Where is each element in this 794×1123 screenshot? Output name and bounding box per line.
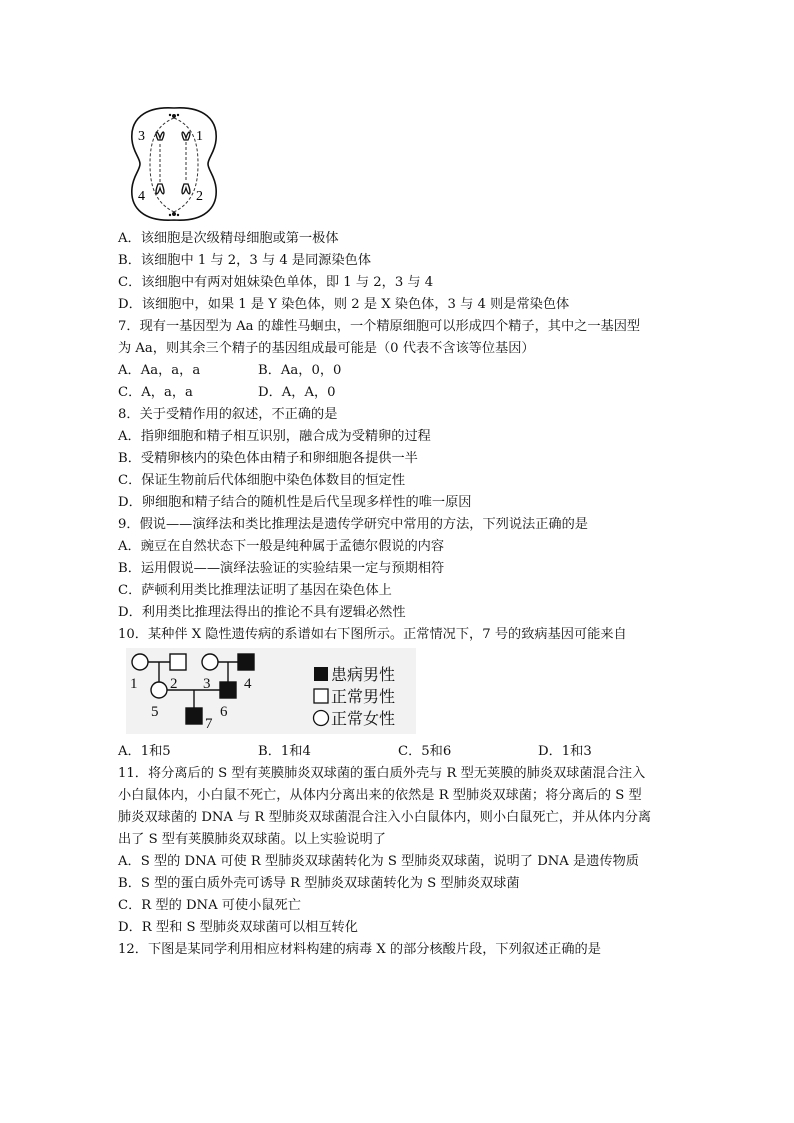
cell-label-2: 2 xyxy=(196,189,203,204)
cell-label-1: 1 xyxy=(196,129,203,144)
centriole-bottom xyxy=(169,212,179,216)
q6-option-d: D．该细胞中，如果 1 是 Y 染色体，则 2 是 X 染色体，3 与 4 则是常染色体 xyxy=(118,297,570,312)
q6-option-a: A．该细胞是次级精母细胞或第一极体 xyxy=(118,231,339,246)
chromosome-3 xyxy=(156,132,164,140)
q8-option-c: C．保证生物前后代体细胞中染色体数目的恒定性 xyxy=(118,473,406,488)
pedigree-6-affected-male xyxy=(220,682,236,698)
q11-stem-line3: 肺炎双球菌的 DNA 与 R 型肺炎双球菌混合注入小白鼠体内，则小白鼠死亡，并从体内分离 xyxy=(118,810,652,825)
q6-option-b: B．该细胞中 1 与 2，3 与 4 是同源染色体 xyxy=(118,253,372,268)
pedigree-number-7: 7 xyxy=(205,716,213,732)
pedigree-7-affected-male xyxy=(186,708,202,724)
q7-stem-line1: 7．现有一基因型为 Aa 的雄性马蛔虫，一个精原细胞可以形成四个精子，其中之一基因型 xyxy=(118,319,641,334)
q8-option-b: B．受精卵核内的染色体由精子和卵细胞各提供一半 xyxy=(118,451,418,466)
q9-option-b: B．运用假说——演绎法验证的实验结果一定与预期相符 xyxy=(118,561,445,576)
q7-option-b: B．Aa，0，0 xyxy=(258,363,342,378)
q10-option-d: D．1和3 xyxy=(538,744,592,759)
pedigree-number-1: 1 xyxy=(130,676,138,692)
q7-stem-line2: 为 Aa，则其余三个精子的基因组成最可能是（0 代表不含该等位基因） xyxy=(118,341,535,356)
q12-stem: 12．下图是某同学利用相应材料构建的病毒 X 的部分核酸片段，下列叙述正确的是 xyxy=(118,942,601,957)
cell-label-4: 4 xyxy=(138,189,145,204)
q9-option-a: A．豌豆在自然状态下一般是纯种属于孟德尔假说的内容 xyxy=(118,539,445,554)
pedigree-number-5: 5 xyxy=(151,704,159,720)
q6-option-c: C．该细胞中有两对姐妹染色单体，即 1 与 2，3 与 4 xyxy=(118,275,434,290)
q8-stem: 8．关于受精作用的叙述，不正确的是 xyxy=(118,407,338,422)
q7-option-d: D．A，A，0 xyxy=(258,385,336,400)
q8-option-d: D．卵细胞和精子结合的随机性是后代呈现多样性的唯一原因 xyxy=(118,495,472,510)
legend-normal-female-symbol xyxy=(314,711,329,726)
legend-affected-male: 患病男性 xyxy=(331,665,396,684)
cell-division-figure xyxy=(124,104,224,224)
pedigree-number-4: 4 xyxy=(244,676,252,692)
q11-stem-line4: 出了 S 型有荚膜肺炎双球菌。以上实验说明了 xyxy=(118,832,386,847)
chromosome-2 xyxy=(182,184,190,194)
q11-stem-line1: 11．将分离后的 S 型有荚膜肺炎双球菌的蛋白质外壳与 R 型无荚膜的肺炎双球菌混合注入 xyxy=(118,766,646,781)
pedigree-4-affected-male xyxy=(238,654,254,670)
legend-normal-male-symbol xyxy=(314,689,328,703)
q11-option-b: B．S 型的蛋白质外壳可诱导 R 型肺炎双球菌转化为 S 型肺炎双球菌 xyxy=(118,876,520,891)
q11-option-c: C．R 型的 DNA 可使小鼠死亡 xyxy=(118,898,301,913)
q9-option-d: D．利用类比推理法得出的推论不具有逻辑必然性 xyxy=(118,605,406,620)
pedigree-1-normal-female xyxy=(132,654,148,670)
q8-option-a: A．指卵细胞和精子相互识别，融合成为受精卵的过程 xyxy=(118,429,431,444)
q11-option-a: A．S 型的 DNA 可使 R 型肺炎双球菌转化为 S 型肺炎双球菌，说明了 DNA 是遗传物质 xyxy=(118,854,639,869)
q10-stem: 10．某种伴 X 隐性遗传病的系谱如右下图所示。正常情况下，7 号的致病基因可能来自 xyxy=(118,627,627,642)
legend-normal-male: 正常男性 xyxy=(331,687,396,706)
q10-option-a: A．1和5 xyxy=(118,744,171,759)
q7-option-c: C．A，a，a xyxy=(118,385,193,400)
pedigree-number-2: 2 xyxy=(170,676,178,692)
cell-label-3: 3 xyxy=(138,129,145,144)
pedigree-number-6: 6 xyxy=(220,704,228,720)
pedigree-3-normal-female xyxy=(202,654,218,670)
q10-option-b: B．1和4 xyxy=(258,744,311,759)
legend-affected-male-symbol xyxy=(314,667,328,681)
pedigree-2-normal-male xyxy=(170,654,186,670)
q11-stem-line2: 小白鼠体内，小白鼠不死亡，从体内分离出来的依然是 R 型肺炎双球菌；将分离后的 S 型 xyxy=(118,788,642,803)
legend-normal-female: 正常女性 xyxy=(331,709,396,728)
q10-option-c: C．5和6 xyxy=(398,744,452,759)
centriole-top xyxy=(169,114,179,118)
q11-option-d: D．R 型和 S 型肺炎双球菌可以相互转化 xyxy=(118,920,358,935)
q7-option-a: A．Aa，a，a xyxy=(118,363,201,378)
q9-stem: 9．假说——演绎法和类比推理法是遗传学研究中常用的方法，下列说法正确的是 xyxy=(118,517,588,532)
chromosome-1 xyxy=(182,132,190,140)
chromosome-4 xyxy=(156,184,164,194)
pedigree-5-normal-female xyxy=(151,682,167,698)
pedigree-number-3: 3 xyxy=(203,676,211,692)
q9-option-c: C．萨顿利用类比推理法证明了基因在染色体上 xyxy=(118,583,392,598)
